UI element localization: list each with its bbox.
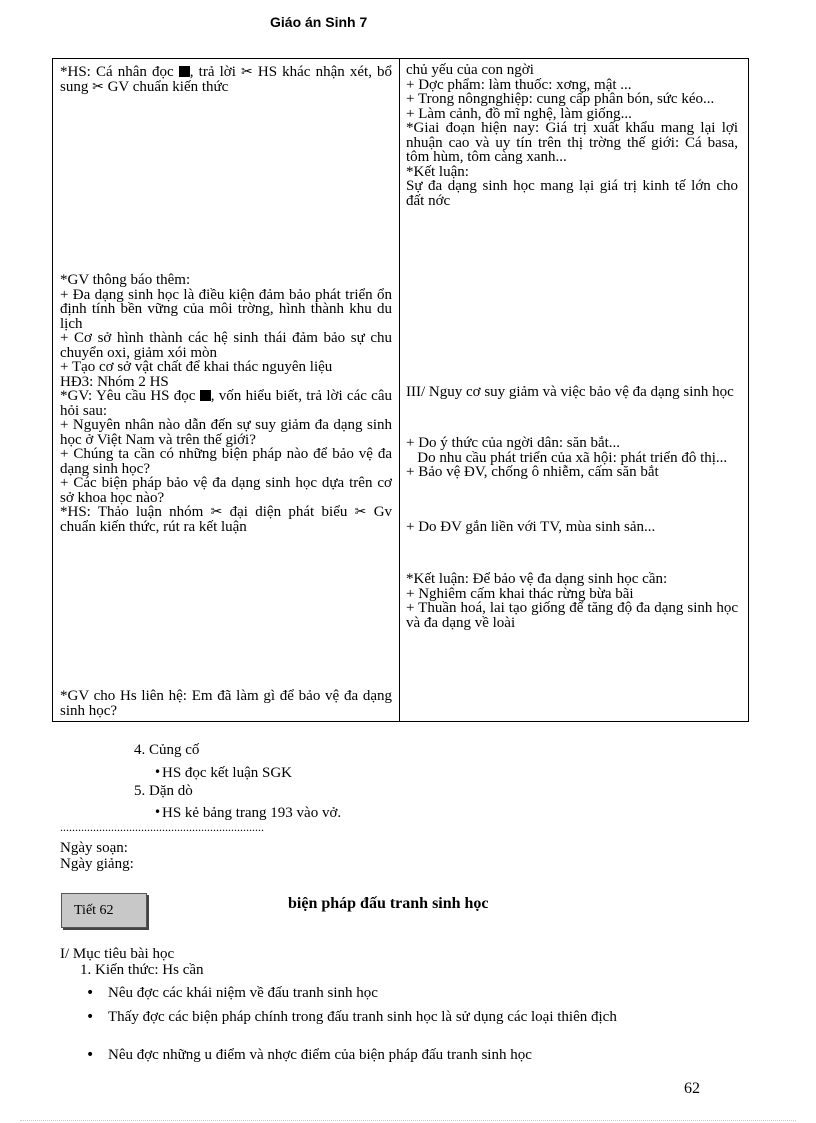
book-square-icon [179,66,190,77]
text: *GV thông báo thêm: [60,272,191,288]
lesson-table [52,58,749,722]
right-block-1 [406,63,738,208]
text: , trả lời [189,64,236,80]
text: Gv chuẩn kiến thức, rút ra kết luận [60,504,393,535]
objective-bullet: • Nêu đợc các khái niệm về đấu tranh sinh học [108,986,758,1001]
right-block-4 [406,572,738,630]
text: + Nghiêm cấm khai thác rừng bừa bãi [406,585,634,602]
book-square-icon [200,390,211,401]
section-title: III/ Nguy cơ suy giảm và việc bảo vệ đa dạng sinh học [406,384,734,400]
right-block-3: + Do ĐV gắn liền với TV, mùa sinh sản... [406,519,656,535]
text: + Bảo vệ ĐV, chống ô nhiễm, cấm săn bắt [406,464,659,480]
left-block-1 [60,65,392,94]
objective-bullet: • Nêu đợc những u điểm và nhợc điểm của biện pháp đấu tranh sinh học [108,1048,758,1063]
scissors-icon: ✂ [210,504,223,520]
page-header: Giáo án Sinh 7 [270,14,368,30]
item-5: 5. Dặn dò [134,783,193,799]
text: *Giai đoạn hiện nay: Giá trị xuất khẩu mang lại lợi nhuận cao và uy tín trên thị trờng thế giới: Cá basa, tôm hùm, tôm càng xanh... [406,120,738,165]
text: + Nguyên nhân nào dẫn đến sự suy giảm đa dạng sinh học ở Việt Nam và trên thế giới? [60,417,392,448]
text: + Đa dạng sinh học là điều kiện đảm bảo phát triển ổn định tính bền vững của môi trờng, hình thành khu du lịch [60,286,392,332]
right-block-2 [406,436,738,480]
text: biểu [321,504,348,520]
dotted-separator: .................................................................... [60,820,264,834]
item-5-bullet: • HS kẻ bảng trang 193 vào vở. [162,805,341,822]
text: + Trong nôngnghiệp: cung cấp phân bón, sức kéo... [406,91,715,107]
text: chủ yếu của con ngời [406,62,534,78]
scissors-icon: ✂ [354,504,367,520]
text: + Cơ sở hình thành các hệ sinh thái đảm bảo sự chu chuyển oxi, giảm xói mòn [60,330,392,361]
text: , vốn hiểu biết, trả lời các câu hỏi sau: [60,388,392,419]
footer-line [20,1120,796,1121]
scissors-icon: ✂ [92,78,104,95]
text: + Làm cảnh, đồ mĩ nghệ, làm giống... [406,105,632,122]
text: đại diện phát [229,504,315,520]
text: *HS: Cá nhân đọc [60,64,174,80]
text: + Thuần hoá, lai tạo giống để tăng độ đa dạng sinh học và đa dạng về loài [406,600,738,631]
text: Sự đa dạng sinh học mang lại giá trị kinh tế lớn cho đất nớc [406,178,738,209]
text: *GV: Yêu cầu HS đọc [60,388,196,404]
text: *GV cho Hs liên hệ: Em đã làm gì để bảo vệ đa dạng sinh học? [60,688,392,719]
left-block-2 [60,273,392,534]
text: HS khác [257,64,311,80]
text: + Các biện pháp bảo vệ đa dạng sinh học dựa trên cơ sở khoa học nào? [60,475,392,506]
lesson-number-box [61,893,147,928]
objectives-heading: I/ Mục tiêu bài học [60,946,175,962]
text: Do nhu cầu phát triển của xã hội: phát triển đô thị... [406,449,728,466]
text: *Kết luận: Để bảo vệ đa dạng sinh học cần: [406,571,668,587]
left-block-3 [60,689,392,718]
text: GV chuẩn kiến thức [107,78,229,95]
text: + Chúng ta cần có những biện pháp nào để bảo vệ đa dạng sinh học? [60,446,392,477]
text: HĐ3: Nhóm 2 HS [60,373,169,390]
text: + Dợc phẩm: làm thuốc: xơng, mật ... [406,76,632,93]
item-4: 4. Củng cố [134,742,200,758]
item-4-bullet: • HS đọc kết luận SGK [162,765,292,782]
objective-bullet: • Thấy đợc các biện pháp chính trong đấu tranh sinh học là sử dụng các loại thiên địch [108,1010,758,1025]
text: *Kết luận: [406,163,469,180]
date-taught: Ngày giảng: [60,856,134,872]
lesson-title: biện pháp đấu tranh sinh học [288,895,489,912]
text: *HS: Thảo luận nhóm [60,504,204,520]
column-divider [399,59,400,721]
objectives-sub: 1. Kiến thức: Hs cần [80,962,204,978]
date-prepared: Ngày soạn: [60,840,128,856]
text: + Tạo cơ sở vật chất để khai thác nguyên liệu [60,359,333,375]
text: + Do ý thức của ngời dân: săn bắt... [406,435,621,451]
scissors-icon: ✂ [241,64,253,80]
page-number: 62 [684,1080,700,1097]
lesson-number: Tiết 62 [74,903,114,918]
text: nhận xét, bổ sung [60,64,393,95]
